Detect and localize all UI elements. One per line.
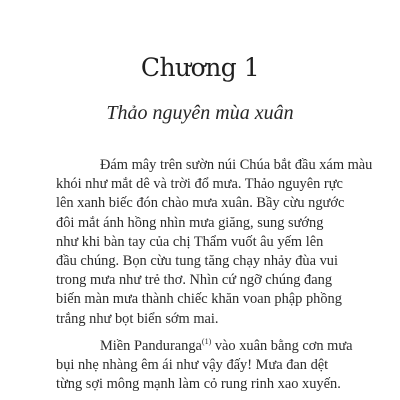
text-line: Đám mây trên sườn núi Chúa bắt đầu xám màu [100,157,373,173]
text-line: lên xanh biếc đón chào mưa xuân. Bầy cừu ngước [56,195,345,212]
text-line [56,337,372,356]
text-segment: Miền Panduranga [100,337,202,354]
text-line: từng sợi mông mạnh làm cỏ rung rinh xao xuyến. [56,376,341,393]
text-line: trắng như bọt biển sớm mai. [56,310,219,327]
text-line: đầu chúng. Bọn cừu tung tăng chạy nhảy đùa vui [56,253,338,270]
text-line: như khi bàn tay của chị Thẩm vuốt âu yếm lên [56,233,324,250]
paragraph-1 [56,156,372,329]
body-text [56,156,372,400]
chapter-heading: Chương 1 [140,53,260,82]
chapter-subtitle: Thảo nguyên mùa xuân [106,102,294,124]
text-line: biến màn mưa thành chiếc khăn voan phập phồng [56,291,342,308]
footnote-mark[interactable]: (1) [201,337,212,347]
text-line: đôi mắt ánh hồng nhìn mưa giăng, sung sướng [56,214,324,231]
paragraph-2 [56,337,372,395]
text-segment: vào xuân bằng cơn mưa [211,337,353,354]
text-line: khói như mắt dê và trời đổ mưa. Thảo nguyên rực [56,176,343,193]
text-line: bụi nhẹ nhàng êm ái như vậy đấy! Mưa đan dệt [56,357,329,374]
text-line: trong mưa như trẻ thơ. Nhìn cứ ngỡ chúng đang [56,272,333,289]
